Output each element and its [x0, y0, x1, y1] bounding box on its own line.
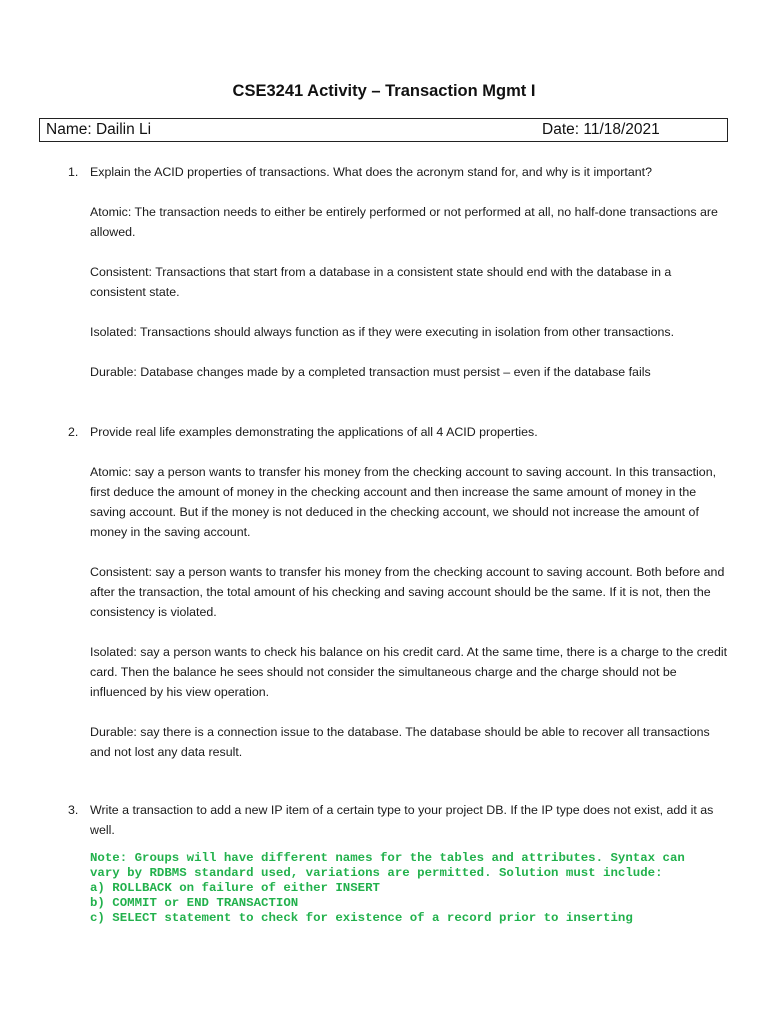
question-text: Provide real life examples demonstrating the applications of all 4 ACID properties.	[90, 425, 538, 439]
note-line: Note: Groups will have different names for the tables and attributes. Syntax can	[90, 851, 685, 865]
example-atomic: Atomic: say a person wants to transfer his money from the checking account to saving account. In this transaction, first deduce the amount of money in the checking account and then increase the same amount of money in the saving account. But if the money is not deduced in the checking account, we should not increase the amount of money in the saving account.	[90, 465, 717, 539]
note-line: a) ROLLBACK on failure of either INSERT	[90, 881, 380, 895]
answer-consistent: Consistent: Transactions that start from a database in a consistent state should end with the database in a consistent state.	[90, 265, 672, 299]
question-number: 3.	[68, 803, 79, 817]
name-date-box	[39, 118, 728, 142]
answer-isolated: Isolated: Transactions should always function as if they were executing in isolation from other transactions.	[90, 325, 675, 339]
note-line: c) SELECT statement to check for existence of a record prior to inserting	[90, 911, 633, 925]
student-name: Name: Dailin Li	[46, 121, 152, 138]
submission-date: Date: 11/18/2021	[542, 121, 660, 138]
example-consistent: Consistent: say a person wants to transfer his money from the checking account to saving account. Both before and after the transaction, the total amount of his checking and saving account should be the same. If it is not, then the consistency is violated.	[90, 565, 725, 619]
question-number: 2.	[68, 425, 79, 439]
question-text: Explain the ACID properties of transactions. What does the acronym stand for, and why is it important?	[90, 165, 652, 179]
page-title: CSE3241 Activity – Transaction Mgmt I	[232, 82, 536, 100]
example-isolated: Isolated: say a person wants to check his balance on his credit card. At the same time, there is a charge to the credit card. Then the balance he sees should not consider the simultaneous charge and the charge should not be influenced by his view operation.	[90, 645, 728, 699]
grading-note	[90, 851, 740, 926]
note-line: vary by RDBMS standard used, variations are permitted. Solution must include:	[90, 866, 663, 880]
answer-atomic: Atomic: The transaction needs to either be entirely performed or not performed at all, no half-done transactions are allowed.	[90, 205, 718, 239]
note-line: b) COMMIT or END TRANSACTION	[90, 896, 299, 910]
answer-durable: Durable: Database changes made by a completed transaction must persist – even if the database fails	[90, 365, 651, 379]
question-text: Write a transaction to add a new IP item of a certain type to your project DB. If the IP type does not exist, add it as well.	[90, 803, 714, 837]
example-durable: Durable: say there is a connection issue to the database. The database should be able to recover all transactions and not lost any data result.	[90, 725, 710, 759]
question-number: 1.	[68, 165, 79, 179]
